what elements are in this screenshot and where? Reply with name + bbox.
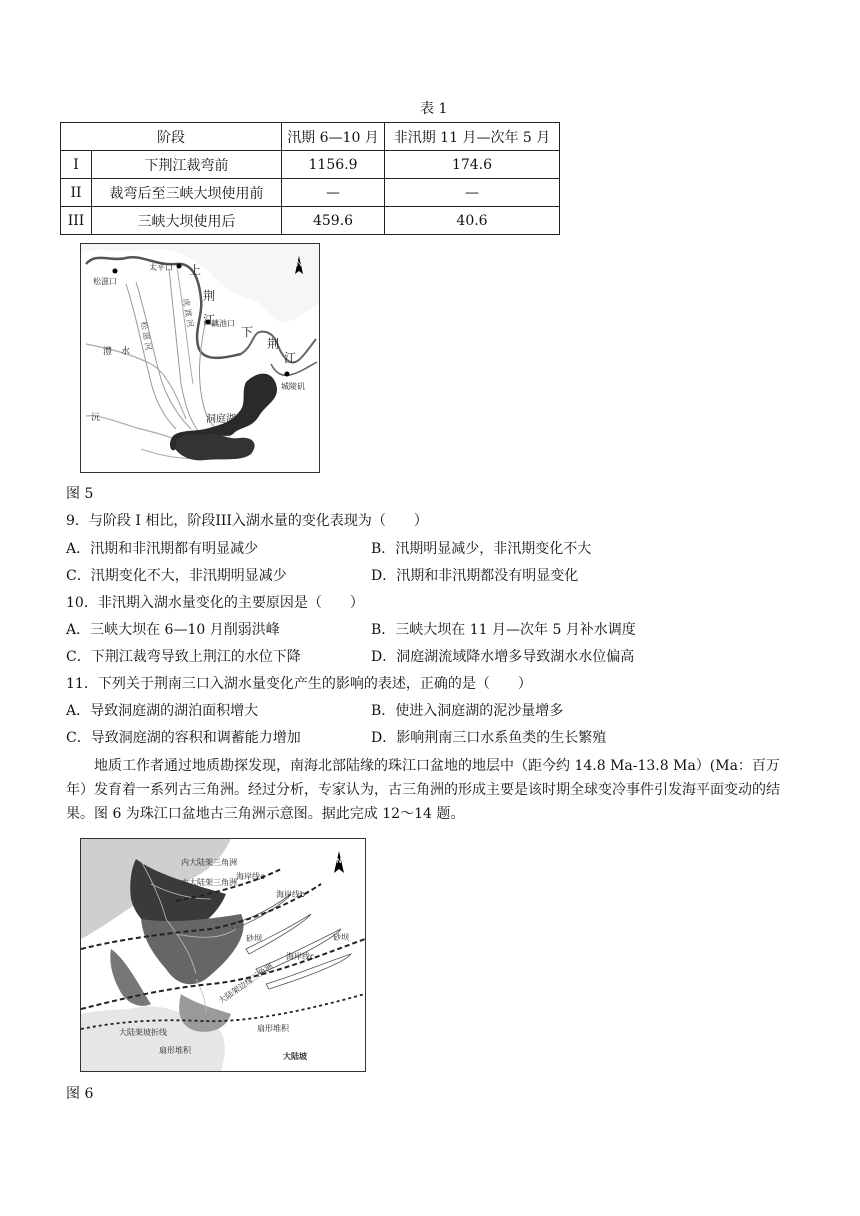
figure6-caption: 图 6 [66, 1086, 94, 1102]
q9-option-d: D．汛期和非汛期都没有明显变化 [371, 568, 579, 584]
label-coast-b: 海岸线b [276, 890, 306, 899]
question-11: 11．下列关于荆南三口入湖水量变化产生的影响的表述，正确的是（ ） [66, 676, 532, 692]
label-jing: 荆 [203, 289, 216, 303]
row-dry: — [385, 179, 560, 207]
label-songzi-river: 松 滋 河 [139, 320, 153, 351]
table-caption: 表 1 [420, 101, 448, 117]
label-li-shui: 澧 水 [103, 347, 131, 357]
label-songzikou: 松滋口 [93, 277, 117, 286]
label-hudu-river: 虎 渡 河 [181, 297, 195, 328]
q11-option-a: A．导致洞庭湖的湖泊面积增大 [66, 703, 259, 719]
header-dry: 非汛期 11 月—次年 5 月 [385, 123, 560, 151]
north-label: N [336, 857, 342, 865]
data-table [60, 122, 560, 235]
label-yuan: 沅 [91, 413, 101, 423]
q9-option-b: B．汛期明显减少，非汛期变化不大 [371, 541, 592, 557]
q9-option-a: A．汛期和非汛期都有明显减少 [66, 541, 259, 557]
label-dongting: 洞庭湖 [206, 414, 236, 425]
table-header-row [61, 123, 560, 151]
row-num: I [61, 151, 92, 179]
table-row [61, 207, 560, 235]
figure6-map [80, 838, 366, 1072]
question-10: 10．非汛期入湖水量变化的主要原因是（ ） [66, 595, 364, 611]
passage-text: 地质工作者通过地质勘探发现，南海北部陆缘的珠江口盆地的地层中（距今约 14.8 Ma-13.8 Ma）(Ma：百万年）发育着一系列古三角洲。经过分析，专家认为，古三角洲的形成主要是该时期全球变冷事件引发海平面变动的结果。图 6 为珠江口盆地古三角洲示意图。据此完成 12～14 题。 [66, 758, 780, 822]
label-fan-1: 扇形堆积 [257, 1024, 289, 1033]
label-shang: 上 [189, 263, 202, 277]
row-dry: 174.6 [385, 151, 560, 179]
label-shelf-break: 大陆架坡折线 [119, 1028, 167, 1037]
label-jing2: 荆 [267, 337, 280, 351]
north-arrow-icon [334, 851, 344, 873]
label-slope: 大陆坡 [283, 1052, 307, 1061]
table-row [61, 151, 560, 179]
q10-option-d: D．洞庭湖流域降水增多导致湖水水位偏高 [371, 649, 635, 665]
label-taipingkou: 太平口 [149, 263, 173, 272]
label-outer-delta: 大陆架边缘三角洲 [216, 961, 275, 1006]
question-9: 9．与阶段 I 相比，阶段III入湖水量的变化表现为（ ） [66, 513, 428, 529]
row-stage: 裁弯后至三峡大坝使用前 [92, 179, 282, 207]
row-dry: 40.6 [385, 207, 560, 235]
header-flood: 汛期 6—10 月 [282, 123, 385, 151]
table-row [61, 179, 560, 207]
q10-option-c: C．下荆江裁弯导致上荆江的水位下降 [66, 649, 301, 665]
row-num: II [61, 179, 92, 207]
figure5-caption: 图 5 [66, 486, 94, 502]
label-jiang: 江 [203, 313, 216, 327]
north-label: N [295, 260, 303, 268]
label-jiang2: 江 [284, 351, 297, 365]
row-flood: 459.6 [282, 207, 385, 235]
row-stage: 下荆江裁弯前 [92, 151, 282, 179]
label-ouchikou: 藕池口 [211, 319, 235, 328]
label-sandbar-2: 砂坝 [333, 933, 349, 942]
row-flood: 1156.9 [282, 151, 385, 179]
label-coast-a: 海岸线a [236, 872, 265, 881]
label-coast-c: 海岸线c [286, 952, 315, 961]
row-stage: 三峡大坝使用后 [92, 207, 282, 235]
q11-option-b: B．使进入洞庭湖的泥沙量增多 [371, 703, 564, 719]
header-stage: 阶段 [61, 123, 282, 151]
q10-option-b: B．三峡大坝在 11 月—次年 5 月补水调度 [371, 622, 636, 638]
q11-option-c: C．导致洞庭湖的容积和调蓄能力增加 [66, 730, 301, 746]
q10-option-a: A．三峡大坝在 6—10 月削弱洪峰 [66, 622, 280, 638]
label-xia: 下 [241, 325, 254, 339]
row-num: III [61, 207, 92, 235]
row-flood: — [282, 179, 385, 207]
label-fan-2: 扇形堆积 [159, 1046, 191, 1055]
q11-option-d: D．影响荆南三口水系鱼类的生长繁殖 [371, 730, 607, 746]
label-chenglingji: 城陵矶 [281, 382, 305, 391]
q9-option-c: C．汛期变化不大，非汛期明显减少 [66, 568, 287, 584]
label-inner-delta: 内大陆架三角洲 [181, 858, 237, 867]
label-sandbar-1: 砂坝 [246, 934, 262, 943]
label-mid-delta: 中大陆架三角洲 [181, 878, 237, 887]
figure5-map [80, 243, 320, 473]
